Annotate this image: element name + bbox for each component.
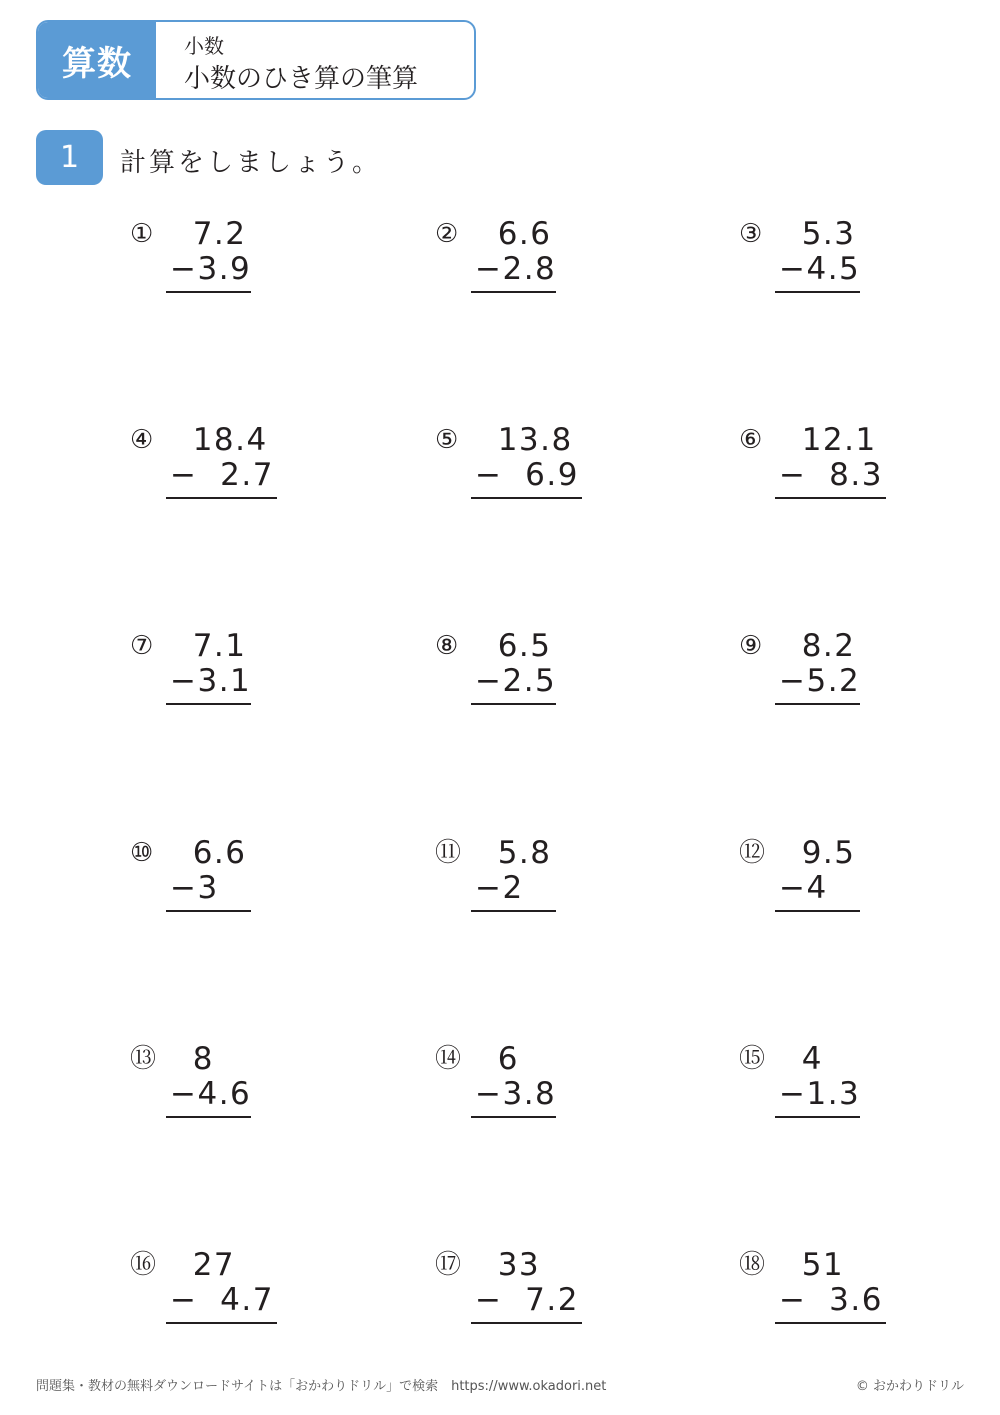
- minuend: 12.1: [779, 422, 877, 458]
- problem-number: ⑭: [435, 1044, 462, 1074]
- minuend: 18.4: [170, 422, 268, 458]
- problem-item: [130, 836, 390, 946]
- minuend: 5.3: [779, 216, 856, 252]
- problem-item: [130, 1248, 390, 1358]
- minuend: 4: [779, 1041, 823, 1077]
- problem-item: [435, 423, 695, 533]
- problem-number: ⑫: [739, 838, 766, 868]
- problem-item: [130, 1042, 390, 1152]
- problem-number: ⑨: [739, 631, 763, 661]
- subtrahend: −3.1: [170, 663, 252, 699]
- problem-item: [739, 1248, 999, 1358]
- problem-number: ⑥: [739, 425, 763, 455]
- problem-item: [739, 1042, 999, 1152]
- problem-number: ⑰: [435, 1250, 462, 1280]
- problem-number: ①: [130, 219, 154, 249]
- answer-line: [775, 1116, 860, 1118]
- instruction-text: 計算をしましょう。: [120, 148, 382, 178]
- subtrahend: −3.9: [170, 251, 252, 287]
- subtrahend: −2: [475, 870, 524, 906]
- minuend: 51: [779, 1247, 845, 1283]
- problem-item: [435, 836, 695, 946]
- minuend: 7.2: [170, 216, 247, 252]
- answer-line: [775, 703, 860, 705]
- subtrahend: −3: [170, 870, 219, 906]
- minuend: 7.1: [170, 628, 247, 664]
- minuend: 8.2: [779, 628, 856, 664]
- minuend: 27: [170, 1247, 236, 1283]
- answer-line: [471, 1322, 582, 1324]
- subtrahend: −4.6: [170, 1076, 252, 1112]
- answer-line: [166, 910, 251, 912]
- problem-number: ③: [739, 219, 763, 249]
- problem-number: ⑦: [130, 631, 154, 661]
- minuend: 6.6: [170, 835, 247, 871]
- answer-line: [166, 497, 277, 499]
- answer-line: [471, 910, 556, 912]
- subject-tag: 算数: [38, 22, 156, 98]
- problem-item: [739, 217, 999, 327]
- minuend: 13.8: [475, 422, 573, 458]
- footer-copyright: © おかわりドリル: [855, 1379, 964, 1394]
- minuend: 33: [475, 1247, 541, 1283]
- footer-site-info: 問題集・教材の無料ダウンロードサイトは「おかわりドリル」で検索 https://www.okadori.net: [36, 1379, 607, 1394]
- problem-item: [435, 217, 695, 327]
- minuend: 8: [170, 1041, 214, 1077]
- question-number-badge: 1: [36, 130, 103, 185]
- problem-number: ⑪: [435, 838, 462, 868]
- problem-number: ⑩: [130, 838, 154, 868]
- problem-item: [739, 629, 999, 739]
- answer-line: [471, 703, 556, 705]
- worksheet-header: [36, 20, 476, 100]
- minuend: 6.5: [475, 628, 552, 664]
- problem-number: ⑮: [739, 1044, 766, 1074]
- worksheet-title: 小数のひき算の筆算: [184, 64, 419, 94]
- answer-line: [775, 291, 860, 293]
- topic-label: 小数: [184, 34, 224, 58]
- subtrahend: − 6.9: [475, 457, 579, 493]
- problem-item: [130, 423, 390, 533]
- answer-line: [775, 497, 886, 499]
- answer-line: [775, 910, 860, 912]
- subtrahend: − 7.2: [475, 1282, 579, 1318]
- problem-number: ⑬: [130, 1044, 157, 1074]
- subtrahend: − 8.3: [779, 457, 883, 493]
- answer-line: [166, 291, 251, 293]
- problem-item: [739, 836, 999, 946]
- problem-number: ⑤: [435, 425, 459, 455]
- subtrahend: −5.2: [779, 663, 861, 699]
- problem-number: ⑧: [435, 631, 459, 661]
- subtrahend: −3.8: [475, 1076, 557, 1112]
- subtrahend: − 3.6: [779, 1282, 883, 1318]
- answer-line: [775, 1322, 886, 1324]
- answer-line: [166, 703, 251, 705]
- subtrahend: −2.8: [475, 251, 557, 287]
- problem-item: [435, 629, 695, 739]
- answer-line: [471, 497, 582, 499]
- minuend: 5.8: [475, 835, 552, 871]
- answer-line: [471, 1116, 556, 1118]
- problem-number: ⑯: [130, 1250, 157, 1280]
- problem-item: [130, 217, 390, 327]
- subtrahend: − 2.7: [170, 457, 274, 493]
- minuend: 9.5: [779, 835, 856, 871]
- subtrahend: −4: [779, 870, 828, 906]
- answer-line: [166, 1322, 277, 1324]
- minuend: 6: [475, 1041, 519, 1077]
- subtrahend: −1.3: [779, 1076, 861, 1112]
- minuend: 6.6: [475, 216, 552, 252]
- problem-number: ④: [130, 425, 154, 455]
- problem-item: [435, 1042, 695, 1152]
- subtrahend: − 4.7: [170, 1282, 274, 1318]
- subtrahend: −4.5: [779, 251, 861, 287]
- problem-item: [739, 423, 999, 533]
- subtrahend: −2.5: [475, 663, 557, 699]
- problem-item: [435, 1248, 695, 1358]
- answer-line: [166, 1116, 251, 1118]
- answer-line: [471, 291, 556, 293]
- problem-item: [130, 629, 390, 739]
- problem-number: ②: [435, 219, 459, 249]
- problem-number: ⑱: [739, 1250, 766, 1280]
